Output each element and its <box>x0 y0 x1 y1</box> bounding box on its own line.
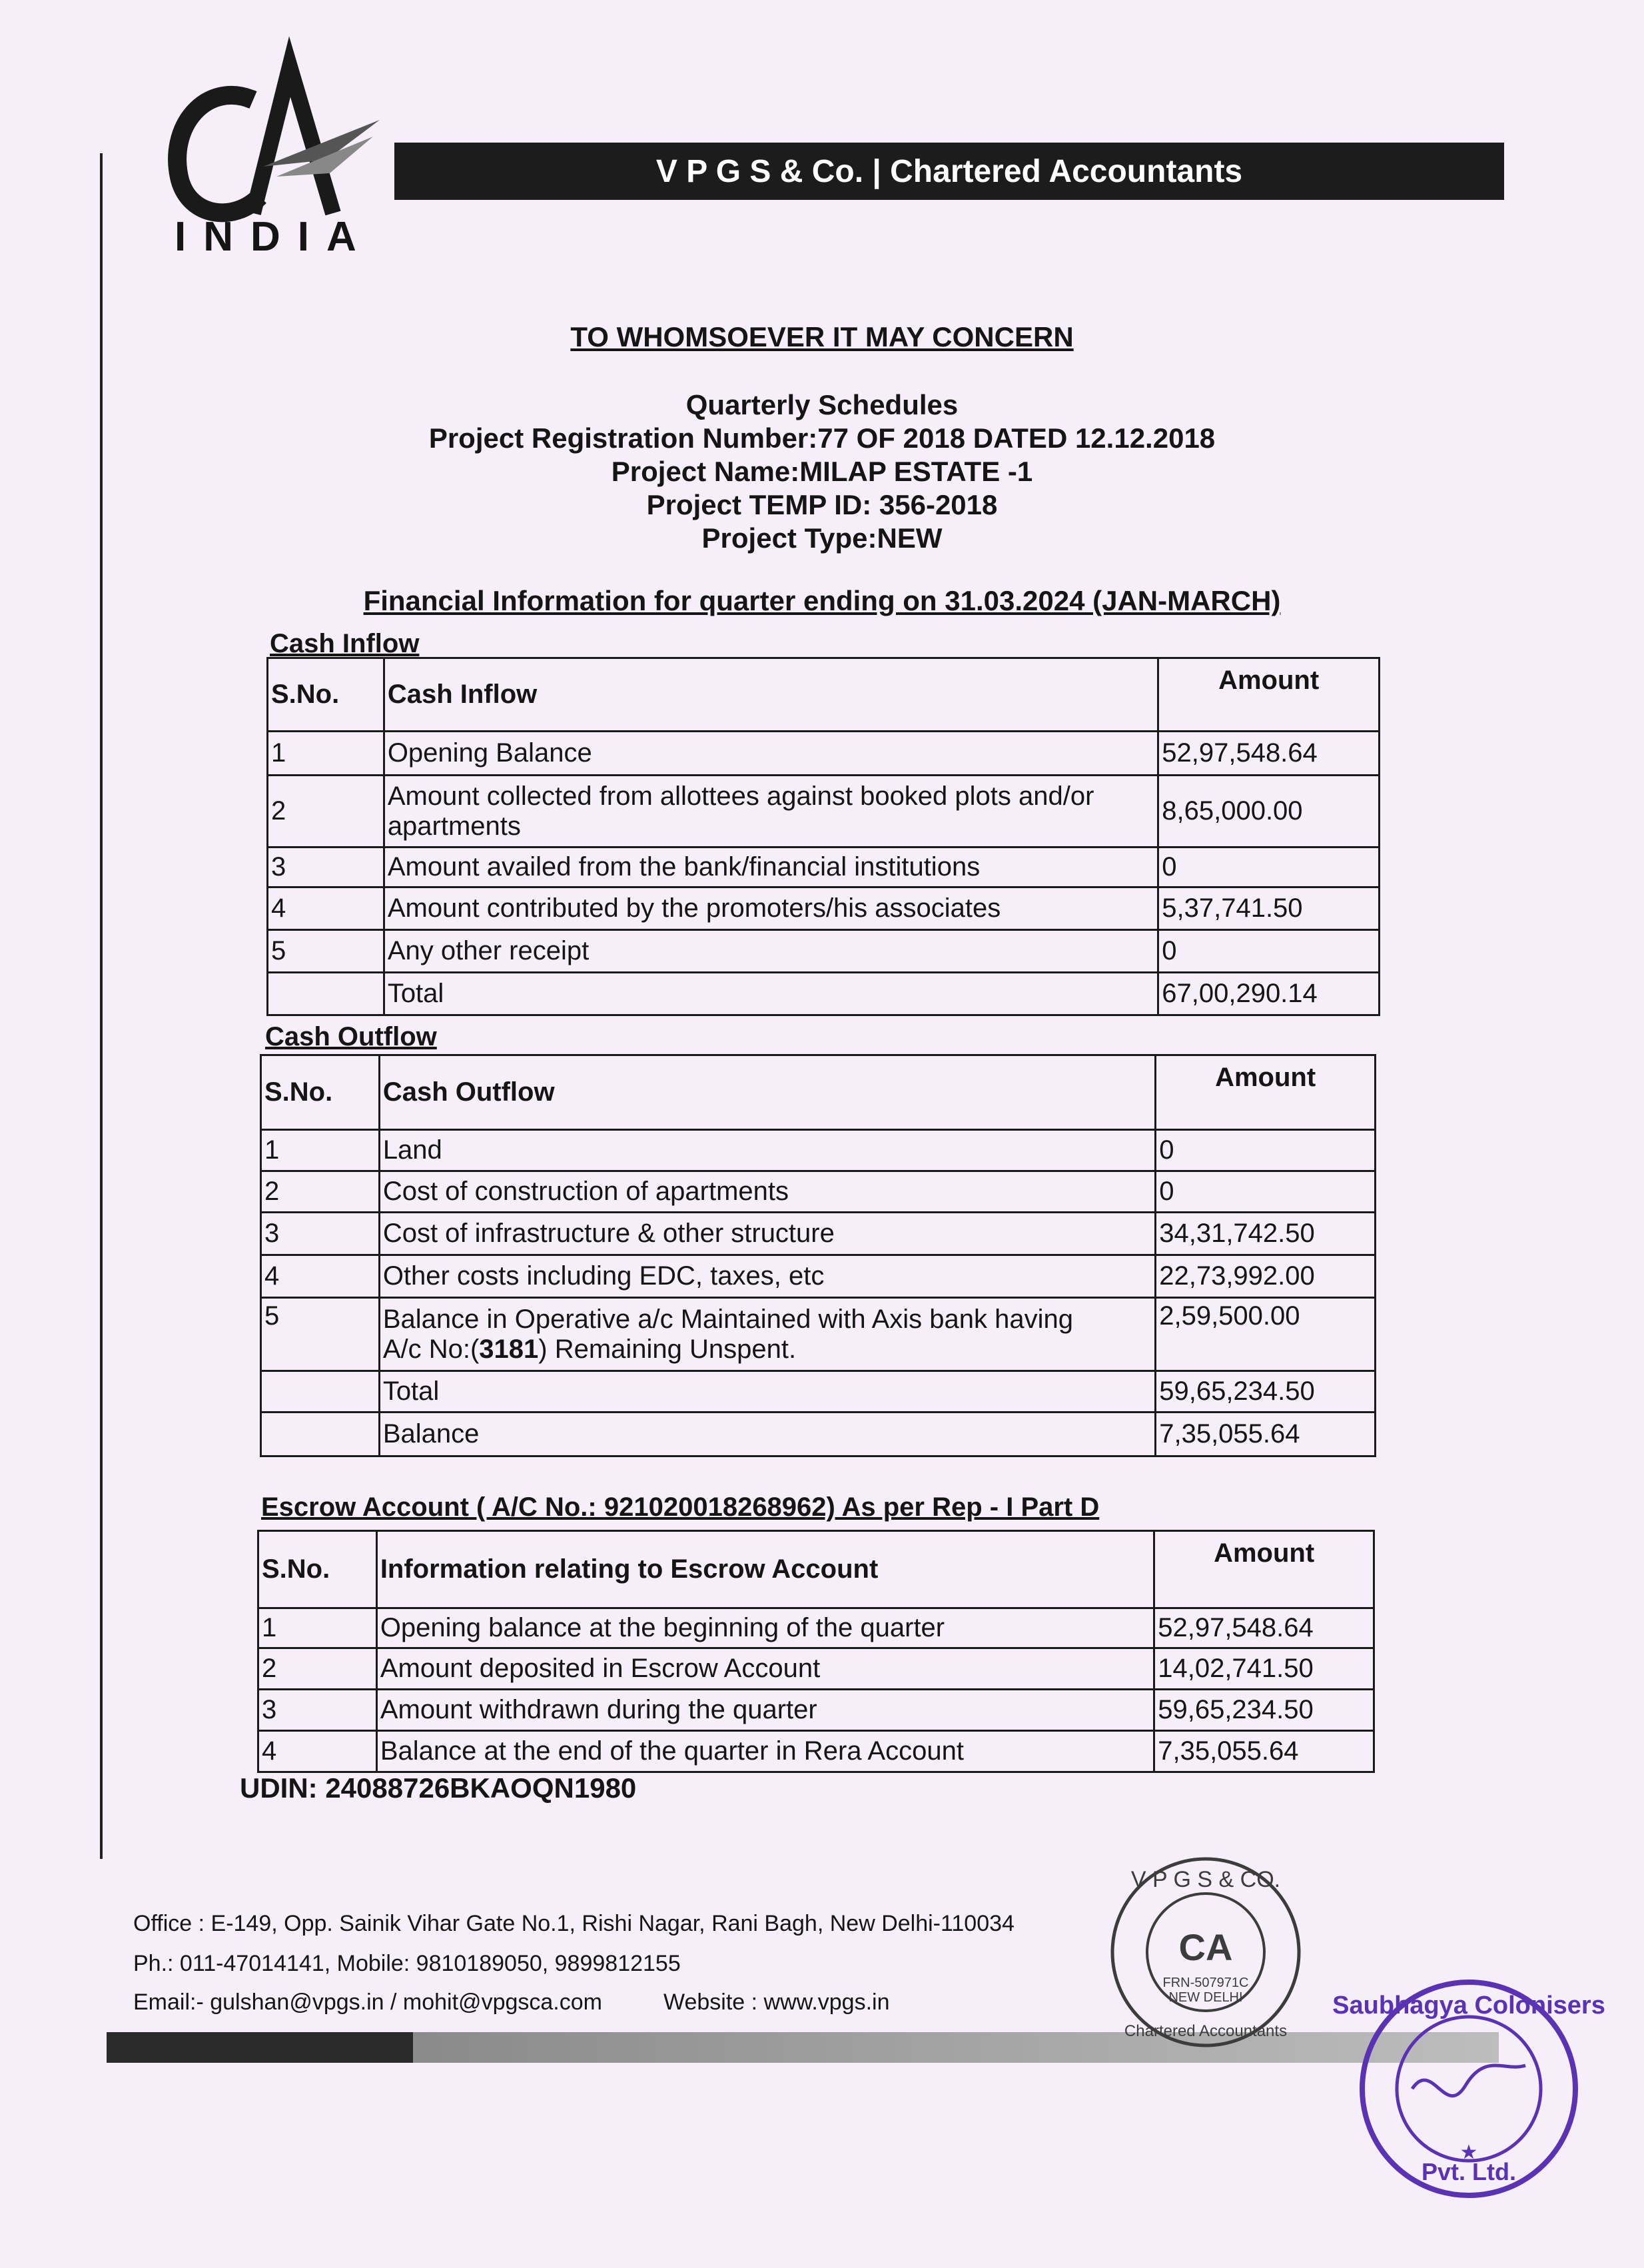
table-row <box>258 1731 1374 1772</box>
financial-info-heading: Financial Information for quarter ending on 31.03.2024 (JAN-MARCH) <box>363 585 1281 616</box>
table-total-row <box>261 1371 1376 1413</box>
row-description: Opening balance at the beginning of the quarter <box>376 1608 1154 1648</box>
row-amount: 52,97,548.64 <box>1158 732 1380 776</box>
row-description: Amount collected from allottees against booked plots and/or apartments <box>384 776 1158 848</box>
row-sno: 3 <box>268 848 384 887</box>
row-amount: 0 <box>1156 1171 1376 1213</box>
row-description: Cost of infrastructure & other structure <box>379 1213 1155 1255</box>
row-amount: 2,59,500.00 <box>1156 1298 1376 1371</box>
row-description: Total <box>379 1371 1155 1413</box>
row-description <box>379 1298 1155 1371</box>
row-amount: 34,31,742.50 <box>1156 1213 1376 1255</box>
table-row <box>261 1171 1376 1213</box>
row-sno: 1 <box>268 732 384 776</box>
escrow-table <box>257 1530 1375 1773</box>
row-description-post: ) Remaining Unspent. <box>538 1334 797 1364</box>
row-amount: 8,65,000.00 <box>1158 776 1380 848</box>
row-sno: 4 <box>268 887 384 930</box>
row-amount: 67,00,290.14 <box>1158 973 1380 1015</box>
svg-text:CA: CA <box>1178 1926 1233 1968</box>
escrow-info-header: Information relating to Escrow Account <box>376 1531 1154 1608</box>
table-row <box>258 1690 1374 1731</box>
svg-text:V P G S & CO.: V P G S & CO. <box>1130 1867 1281 1892</box>
cash-inflow-header: Cash Inflow <box>384 658 1158 732</box>
concern-heading: TO WHOMSOEVER IT MAY CONCERN <box>570 321 1074 352</box>
row-sno: 4 <box>258 1731 377 1772</box>
row-sno: 5 <box>268 930 384 973</box>
row-description-line1: Balance in Operative a/c Maintained with Axis bank having <box>382 1304 1073 1334</box>
sno-header: S.No. <box>268 658 384 732</box>
svg-text:FRN-507971C: FRN-507971C <box>1162 1976 1249 1990</box>
table-row <box>268 887 1380 930</box>
cash-inflow-table <box>266 657 1380 1016</box>
row-amount: 0 <box>1156 1130 1376 1171</box>
row-description: Amount contributed by the promoters/his associates <box>384 887 1158 930</box>
table-header-row <box>261 1055 1376 1130</box>
row-amount: 0 <box>1158 930 1380 973</box>
row-sno: 2 <box>258 1648 377 1690</box>
row-amount: 5,37,741.50 <box>1158 887 1380 930</box>
udin-number: UDIN: 24088726BKAOQN1980 <box>240 1772 637 1804</box>
row-amount: 7,35,055.64 <box>1156 1413 1376 1456</box>
phone-numbers: Ph.: 011-47014141, Mobile: 9810189050, 9899812155 <box>133 1951 681 1976</box>
row-description: Any other receipt <box>384 930 1158 973</box>
website: Website : www.vpgs.in <box>663 1989 890 2015</box>
escrow-heading <box>261 1492 1099 1522</box>
sno-header: S.No. <box>258 1531 377 1608</box>
row-description: Amount withdrawn during the quarter <box>376 1690 1154 1731</box>
row-amount: 22,73,992.00 <box>1156 1255 1376 1298</box>
table-row <box>258 1608 1374 1648</box>
row-sno: 2 <box>268 776 384 848</box>
table-row <box>258 1648 1374 1690</box>
row-sno: 1 <box>258 1608 377 1648</box>
table-row <box>261 1298 1376 1371</box>
table-row <box>268 930 1380 973</box>
table-total-row <box>268 973 1380 1015</box>
row-description: Cost of construction of apartments <box>379 1171 1155 1213</box>
svg-text:Chartered Accountants: Chartered Accountants <box>1124 2022 1288 2040</box>
amount-header: Amount <box>1156 1055 1376 1130</box>
project-name: Project Name:MILAP ESTATE -1 <box>611 456 1033 487</box>
amount-header: Amount <box>1154 1531 1374 1608</box>
sno-header: S.No. <box>261 1055 380 1130</box>
table-row <box>261 1255 1376 1298</box>
quarterly-schedules-title: Quarterly Schedules <box>685 389 959 420</box>
row-description: Total <box>384 973 1158 1015</box>
row-sno: 4 <box>261 1255 380 1298</box>
firm-banner: V P G S & Co. | Chartered Accountants <box>394 143 1504 200</box>
row-sno: 3 <box>258 1690 377 1731</box>
row-amount: 52,97,548.64 <box>1154 1608 1374 1648</box>
svg-text:Saubhagya Colonisers: Saubhagya Colonisers <box>1332 1991 1605 2019</box>
row-description: Balance at the end of the quarter in Rera Account <box>376 1731 1154 1772</box>
project-registration-number: Project Registration Number:77 OF 2018 DATED 12.12.2018 <box>428 422 1216 454</box>
row-sno <box>261 1371 380 1413</box>
row-description: Amount deposited in Escrow Account <box>376 1648 1154 1690</box>
cash-outflow-header: Cash Outflow <box>379 1055 1155 1130</box>
row-description: Amount availed from the bank/financial institutions <box>384 848 1158 887</box>
row-sno <box>268 973 384 1015</box>
row-amount: 59,65,234.50 <box>1156 1371 1376 1413</box>
logo-india-text: INDIA <box>175 214 374 260</box>
escrow-label: Escrow Account <box>261 1492 469 1522</box>
table-header-row <box>268 658 1380 732</box>
row-sno: 1 <box>261 1130 380 1171</box>
row-sno: 2 <box>261 1171 380 1213</box>
row-amount: 7,35,055.64 <box>1154 1731 1374 1772</box>
cash-outflow-label: Cash Outflow <box>265 1022 437 1051</box>
account-number-suffix: 3181 <box>479 1334 539 1364</box>
cash-inflow-label: Cash Inflow <box>270 629 420 658</box>
office-address: Office : E-149, Opp. Sainik Vihar Gate No.1, Rishi Nagar, Rani Bagh, New Delhi-110034 <box>133 1911 1015 1936</box>
project-type: Project Type:NEW <box>701 522 943 554</box>
amount-header: Amount <box>1158 658 1380 732</box>
table-header-row <box>258 1531 1374 1608</box>
table-row <box>268 776 1380 848</box>
row-sno: 3 <box>261 1213 380 1255</box>
row-amount: 59,65,234.50 <box>1154 1690 1374 1731</box>
firm-stamp-icon <box>1099 1846 1312 2059</box>
row-description: Balance <box>379 1413 1155 1456</box>
email-addresses: Email:- gulshan@vpgs.in / mohit@vpgsca.com <box>133 1989 602 2015</box>
company-seal-icon <box>1332 1972 1605 2205</box>
row-description: Opening Balance <box>384 732 1158 776</box>
row-description: Other costs including EDC, taxes, etc <box>379 1255 1155 1298</box>
cash-outflow-table <box>260 1054 1376 1457</box>
table-row <box>261 1213 1376 1255</box>
svg-text:Pvt. Ltd.: Pvt. Ltd. <box>1422 2158 1516 2185</box>
table-row <box>268 732 1380 776</box>
row-description-pre: A/c No:( <box>382 1334 480 1364</box>
table-balance-row <box>261 1413 1376 1456</box>
row-amount: 14,02,741.50 <box>1154 1648 1374 1690</box>
svg-text:NEW DELHI: NEW DELHI <box>1168 1990 1243 2005</box>
svg-text:★: ★ <box>1459 2141 1478 2163</box>
row-amount: 0 <box>1158 848 1380 887</box>
row-sno: 5 <box>261 1298 380 1371</box>
row-description: Land <box>379 1130 1155 1171</box>
table-row <box>268 848 1380 887</box>
escrow-account-number: ( A/C No.: 921020018268962) As per Rep - I Part D <box>468 1492 1100 1522</box>
table-row <box>261 1130 1376 1171</box>
row-sno <box>261 1413 380 1456</box>
project-temp-id: Project TEMP ID: 356-2018 <box>646 489 998 520</box>
